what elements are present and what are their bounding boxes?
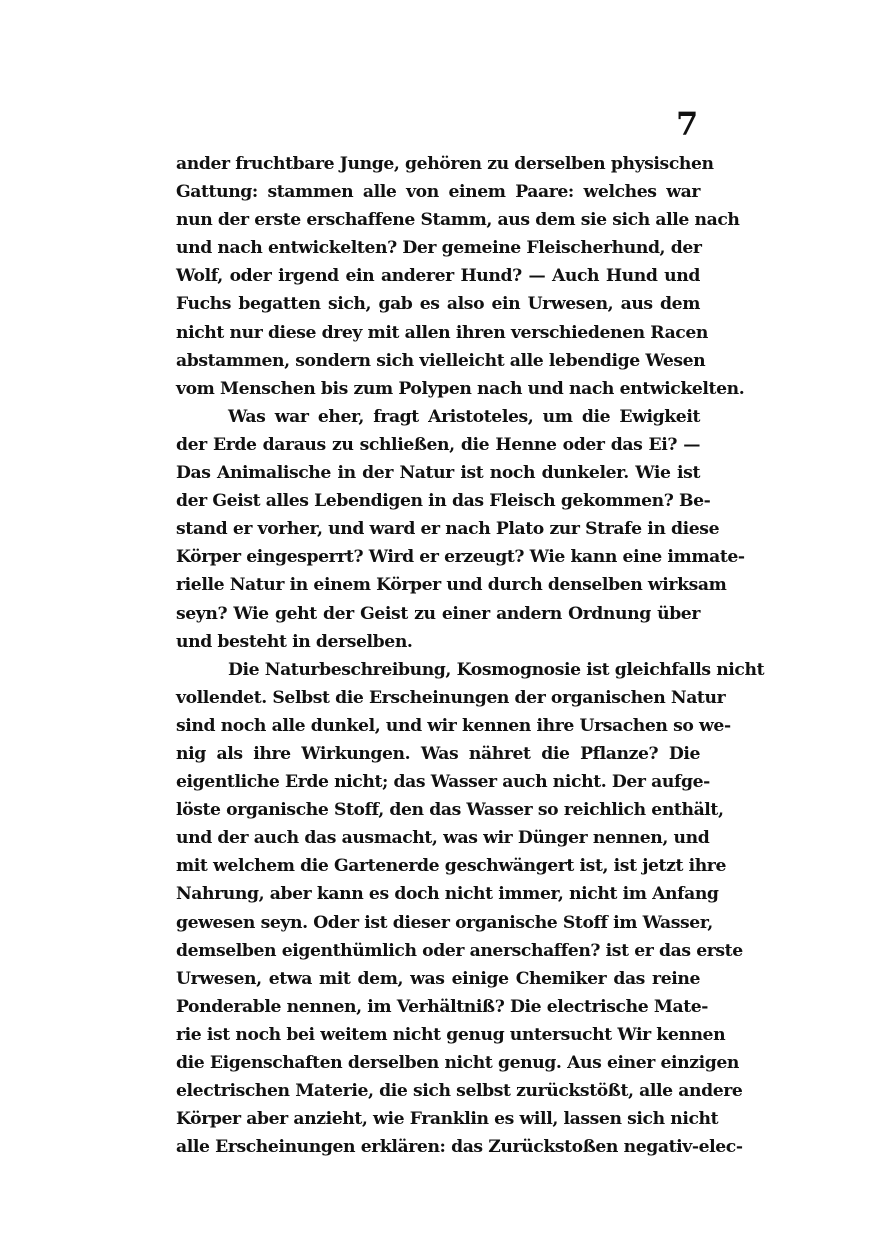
text-line: Wolf, oder irgend ein anderer Hund? — Auch Hund und <box>176 266 700 287</box>
text-line: Ponderable nennen, im Verhältniß? Die electrische Mate- <box>176 996 709 1017</box>
text-line: gewesen seyn. Oder ist dieser organische Stoff im Wasser, <box>176 912 713 933</box>
text-line: sind noch alle dunkel, und wir kennen ihre Ursachen so we- <box>176 715 731 736</box>
text-line: Was war eher, fragt Aristoteles, um die Ewigkeit <box>228 406 700 427</box>
text-line: vom Menschen bis zum Polypen nach und nach entwickelten. <box>176 378 745 399</box>
text-line: Urwesen, etwa mit dem, was einige Chemiker das reine <box>176 968 700 989</box>
text-line: nig als ihre Wirkungen. Was nähret die Pflanze? Die <box>176 743 700 764</box>
text-line: demselben eigenthümlich oder anerschaffen? ist er das erste <box>176 940 743 961</box>
text-line: Körper eingesperrt? Wird er erzeugt? Wie kann eine immate- <box>176 547 745 568</box>
text-line: rie ist noch bei weitem nicht genug untersucht Wir kennen <box>176 1024 726 1045</box>
text-line: und besteht in derselben. <box>176 631 413 652</box>
text-line: und der auch das ausmacht, was wir Dünger nennen, und <box>176 828 710 849</box>
text-line: electrischen Materie, die sich selbst zurückstößt, alle andere <box>176 1081 743 1102</box>
body-text <box>176 150 765 1161</box>
text-line: Fuchs begatten sich, gab es also ein Urwesen, aus dem <box>176 294 700 315</box>
text-line: rielle Natur in einem Körper und durch denselben wirksam <box>176 575 727 596</box>
text-line: nicht nur diese drey mit allen ihren verschiedenen Racen <box>176 322 708 343</box>
page-number: 7 <box>676 105 699 143</box>
text-line: mit welchem die Gartenerde geschwängert ist, ist jetzt ihre <box>176 856 726 877</box>
text-line: Die Naturbeschreibung, Kosmognosie ist gleichfalls nicht <box>228 659 765 680</box>
text-line: seyn? Wie geht der Geist zu einer andern Ordnung über <box>176 603 700 624</box>
text-line: nun der erste erschaffene Stamm, aus dem sie sich alle nach <box>176 210 740 231</box>
text-line: und nach entwickelten? Der gemeine Fleischerhund, der <box>176 238 702 259</box>
text-line: Das Animalische in der Natur ist noch dunkeler. Wie ist <box>176 463 700 484</box>
text-line: Körper aber anzieht, wie Franklin es will, lassen sich nicht <box>176 1109 719 1130</box>
text-line: ander fruchtbare Junge, gehören zu derselben physischen <box>176 154 714 174</box>
text-line: Gattung: stammen alle von einem Paare: welches war <box>176 182 700 203</box>
text-line: Nahrung, aber kann es doch nicht immer, nicht im Anfang <box>176 884 719 905</box>
text-line: löste organische Stoff, den das Wasser so reichlich enthält, <box>176 800 724 821</box>
text-line: alle Erscheinungen erklären: das Zurückstoßen negativ-elec- <box>176 1137 743 1158</box>
text-line: der Geist alles Lebendigen in das Fleisch gekommen? Be- <box>176 491 711 512</box>
text-line: stand er vorher, und ward er nach Plato zur Strafe in diese <box>176 519 720 540</box>
text-line: die Eigenschaften derselben nicht genug. Aus einer einzigen <box>176 1053 740 1073</box>
text-line: der Erde daraus zu schließen, die Henne oder das Ei? — <box>176 434 700 455</box>
text-line: vollendet. Selbst die Erscheinungen der organischen Natur <box>176 687 726 708</box>
text-line: abstammen, sondern sich vielleicht alle lebendige Wesen <box>176 350 706 371</box>
text-line: eigentliche Erde nicht; das Wasser auch nicht. Der aufge- <box>176 772 710 793</box>
